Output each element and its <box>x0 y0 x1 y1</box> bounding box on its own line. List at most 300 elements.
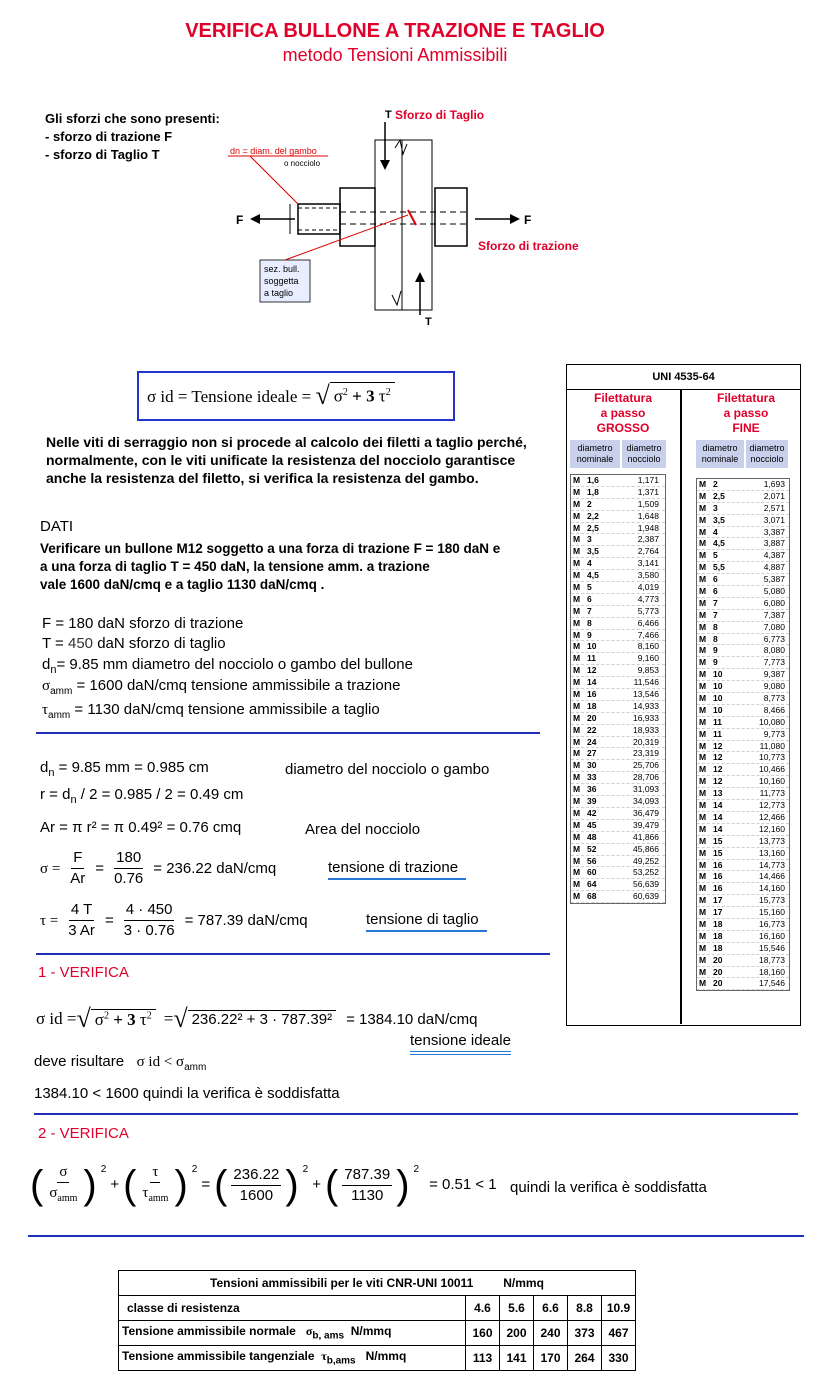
nominal-diameter: 7 <box>713 609 718 620</box>
table-row <box>571 534 665 546</box>
uni-table-title: UNI 4535-64 <box>567 365 800 390</box>
thread-prefix: M <box>699 693 707 704</box>
core-diameter: 16,933 <box>633 712 659 723</box>
column-fine <box>696 391 796 991</box>
nominal-diameter: 8 <box>713 621 718 632</box>
nominal-diameter: 9 <box>587 629 592 640</box>
verifica1-res-desc: tensione ideale <box>410 1031 511 1055</box>
core-diameter: 15,160 <box>759 907 785 918</box>
nominal-diameter: 15 <box>713 847 723 858</box>
thread-prefix: M <box>699 502 707 513</box>
thread-prefix: M <box>699 550 707 561</box>
thread-prefix: M <box>699 776 707 787</box>
data-dn: $d_n= 9.85$ mm diametro del nocciolo o gambo del bullone <box>42 656 413 676</box>
table-row <box>697 657 789 669</box>
core-diameter: 6,466 <box>637 617 659 628</box>
intro-item: - sforzo di Taglio T <box>45 147 160 162</box>
core-diameter: 53,252 <box>633 867 659 878</box>
thread-prefix: M <box>699 704 707 715</box>
table-row <box>697 705 789 717</box>
header-core: diametro nocciolo <box>622 440 666 468</box>
nominal-diameter: 12 <box>713 752 723 763</box>
table-row <box>697 622 789 634</box>
thread-prefix: M <box>699 907 707 918</box>
nominal-diameter: 5 <box>587 582 592 593</box>
core-diameter: 10,773 <box>759 752 785 763</box>
thread-prefix: M <box>573 510 581 521</box>
nominal-diameter: 5,5 <box>713 562 725 573</box>
thread-prefix: M <box>573 605 581 616</box>
dati-line: a una forza di taglio T = 450 daN, la tensione amm. a trazione <box>40 559 430 574</box>
label-t-bottom: T <box>425 316 432 328</box>
table-row <box>697 681 789 693</box>
row-label: classe di resistenza <box>119 1296 466 1321</box>
core-diameter: 25,706 <box>633 760 659 771</box>
thread-prefix: M <box>573 724 581 735</box>
label-f-left: F <box>236 213 244 227</box>
core-diameter: 12,773 <box>759 800 785 811</box>
table-row <box>571 689 665 701</box>
table-row <box>571 844 665 856</box>
dati-line: vale 1600 daN/cmq e a taglio 1130 daN/cmq . <box>40 577 325 592</box>
table-row <box>697 883 789 895</box>
header-core: diametro nocciolo <box>746 440 788 468</box>
nominal-diameter: 2 <box>713 479 718 489</box>
nominal-diameter: 9 <box>713 657 718 668</box>
table-row <box>571 808 665 820</box>
nominal-diameter: 10 <box>713 693 723 704</box>
core-diameter: 5,773 <box>637 605 659 616</box>
table-row <box>571 867 665 879</box>
thread-prefix: M <box>573 665 581 676</box>
table-row <box>571 713 665 725</box>
table-row: Tensione ammissibile normale $\sigma_{b, ams}$ N/mmq 160 200 240 373 467 <box>119 1321 636 1346</box>
thread-prefix: M <box>573 748 581 759</box>
table-row <box>697 907 789 919</box>
core-diameter: 4,387 <box>763 550 785 561</box>
core-diameter: 7,773 <box>763 657 785 668</box>
thread-prefix: M <box>699 966 707 977</box>
verifica1-condition: deve risultare σ id < $\sigma_{amm}$ <box>34 1053 207 1073</box>
intro-block <box>45 110 220 164</box>
calc-ar-desc: Area del nocciolo <box>305 821 421 838</box>
data-tau-amm: $\tau_{amm} = 1130$ daN/cmq tensione ammissibile a taglio <box>42 701 380 721</box>
data-f: F = 180 daN sforzo di trazione <box>42 615 244 632</box>
verifica1-heading: 1 - VERIFICA <box>38 964 129 981</box>
core-diameter: 10,160 <box>759 776 785 787</box>
verifica1-formula: σ id = √ $\sigma^2 + 3$ $\tau^2$ = √ 236.22² + 3 · 787.39² = 1384.10 daN/cmq <box>36 1004 478 1033</box>
column-grosso <box>570 391 676 904</box>
core-diameter: 18,160 <box>759 966 785 977</box>
thread-prefix: M <box>573 534 581 545</box>
nominal-diameter: 9 <box>713 645 718 656</box>
table-row <box>119 1271 636 1296</box>
note-paragraph: Nelle viti di serraggio non si procede al calcolo dei filetti a taglio perché, normalmente, con le viti unificate la resistenza del nocciolo garantisce anche la resistenza del filetto, si verifica la resistenza del gambo. <box>46 434 527 486</box>
core-diameter: 28,706 <box>633 772 659 783</box>
thread-prefix: M <box>573 700 581 711</box>
thread-prefix: M <box>699 835 707 846</box>
table-row <box>571 653 665 665</box>
core-diameter: 14,466 <box>759 871 785 882</box>
thread-prefix: M <box>573 629 581 640</box>
thread-prefix: M <box>573 891 581 902</box>
thread-prefix: M <box>699 728 707 739</box>
thread-prefix: M <box>699 645 707 656</box>
calc-r: $r = d_n / 2 = 0.985 / 2 = 0.49$ cm <box>40 786 244 806</box>
table-row <box>697 788 789 800</box>
core-diameter: 13,773 <box>759 835 785 846</box>
row-label: Tensione ammissibile tangenziale $\tau_{b,ams}$ N/mmq <box>119 1346 466 1371</box>
thread-prefix: M <box>699 633 707 644</box>
thread-prefix: M <box>699 597 707 608</box>
nominal-diameter: 48 <box>587 831 597 842</box>
grosso-rows <box>570 474 666 904</box>
table-row <box>571 796 665 808</box>
header-nominal: diametro nominale <box>570 440 620 468</box>
core-diameter: 1,693 <box>763 479 785 489</box>
thread-prefix: M <box>699 752 707 763</box>
thread-prefix: M <box>699 657 707 668</box>
nominal-diameter: 10 <box>587 641 597 652</box>
core-diameter: 9,160 <box>637 653 659 664</box>
nominal-diameter: 36 <box>587 784 597 795</box>
nominal-diameter: 6 <box>713 586 718 597</box>
core-diameter: 14,933 <box>633 700 659 711</box>
nominal-diameter: 4 <box>713 526 718 537</box>
table-row <box>571 772 665 784</box>
calc-dn-desc: diametro del nocciolo o gambo <box>285 761 490 778</box>
label-sforzo-taglio: Sforzo di Taglio <box>395 108 485 122</box>
nominal-diameter: 3 <box>713 502 718 513</box>
grosso-title: Filettatura a passo GROSSO <box>593 391 652 435</box>
label-t-top: T <box>385 109 392 121</box>
nominal-diameter: 18 <box>713 930 723 941</box>
calc-tau-desc: tensione di taglio <box>366 910 487 932</box>
nominal-diameter: 64 <box>587 879 597 890</box>
nominal-diameter: 20 <box>713 954 723 965</box>
exponent: 2 <box>385 387 391 399</box>
nominal-diameter: 17 <box>713 907 723 918</box>
thread-prefix: M <box>699 978 707 989</box>
core-diameter: 23,319 <box>633 748 659 759</box>
core-diameter: 16,773 <box>759 918 785 929</box>
thread-prefix: M <box>699 930 707 941</box>
divider <box>34 1113 798 1115</box>
table-row <box>571 725 665 737</box>
nominal-diameter: 5 <box>713 550 718 561</box>
nominal-diameter: 24 <box>587 736 597 747</box>
nominal-diameter: 14 <box>713 811 723 822</box>
thread-prefix: M <box>699 859 707 870</box>
table-row <box>571 737 665 749</box>
label-sforzo-trazione: Sforzo di trazione <box>478 239 579 253</box>
verifica1-conclusion: 1384.10 < 1600 quindi la verifica è soddisfatta <box>34 1085 340 1102</box>
nominal-diameter: 45 <box>587 819 597 830</box>
nominal-diameter: 68 <box>587 891 597 902</box>
fine-rows <box>696 478 790 991</box>
thread-prefix: M <box>573 760 581 771</box>
thread-prefix: M <box>573 855 581 866</box>
thread-prefix: M <box>573 831 581 842</box>
table-row <box>571 820 665 832</box>
label-f-right: F <box>524 213 532 227</box>
table-row <box>697 527 789 539</box>
table-row <box>571 582 665 594</box>
table-row <box>697 764 789 776</box>
table-row <box>571 665 665 677</box>
thread-prefix: M <box>573 546 581 557</box>
thread-prefix: M <box>699 562 707 573</box>
core-diameter: 1,371 <box>637 486 659 497</box>
table-row <box>697 550 789 562</box>
table-row <box>697 598 789 610</box>
thread-prefix: M <box>699 800 707 811</box>
verifica2-heading: 2 - VERIFICA <box>38 1125 129 1142</box>
thread-prefix: M <box>699 740 707 751</box>
core-diameter: 8,773 <box>763 693 785 704</box>
thread-prefix: M <box>573 807 581 818</box>
table-row <box>697 491 789 503</box>
nominal-diameter: 7 <box>587 605 592 616</box>
verifica2-conclusion: quindi la verifica è soddisfatta <box>510 1179 707 1196</box>
core-diameter: 5,387 <box>763 574 785 585</box>
thread-prefix: M <box>699 681 707 692</box>
nominal-diameter: 14 <box>587 677 597 688</box>
nominal-diameter: 12 <box>713 764 723 775</box>
core-diameter: 7,466 <box>637 629 659 640</box>
table-row <box>571 523 665 535</box>
data-t: T = 450 daN sforzo di taglio <box>42 635 226 652</box>
nominal-diameter: 14 <box>713 823 723 834</box>
thread-prefix: M <box>699 621 707 632</box>
nominal-diameter: 20 <box>713 978 723 989</box>
table-row <box>697 669 789 681</box>
thread-prefix: M <box>573 582 581 593</box>
thread-prefix: M <box>699 847 707 858</box>
nominal-diameter: 16 <box>713 871 723 882</box>
table-row <box>571 618 665 630</box>
core-diameter: 1,948 <box>637 522 659 533</box>
thread-prefix: M <box>699 514 707 525</box>
core-diameter: 15,546 <box>759 942 785 953</box>
nominal-diameter: 4,5 <box>713 538 725 549</box>
nominal-diameter: 15 <box>713 835 723 846</box>
thread-prefix: M <box>699 811 707 822</box>
table-row <box>697 800 789 812</box>
thread-prefix: M <box>573 522 581 533</box>
thread-prefix: M <box>699 895 707 906</box>
thread-prefix: M <box>573 570 581 581</box>
nominal-diameter: 12 <box>713 740 723 751</box>
plus-three: + 3 <box>347 387 379 406</box>
thread-prefix: M <box>699 609 707 620</box>
core-diameter: 20,319 <box>633 736 659 747</box>
table-row <box>697 479 789 491</box>
core-diameter: 6,773 <box>763 633 785 644</box>
formula-radicand <box>330 382 395 407</box>
table-row <box>571 832 665 844</box>
core-diameter: 8,466 <box>763 704 785 715</box>
header-nominal: diametro nominale <box>696 440 744 468</box>
core-diameter: 4,773 <box>637 593 659 604</box>
table-row <box>571 641 665 653</box>
thread-prefix: M <box>699 586 707 597</box>
thread-prefix: M <box>573 677 581 688</box>
dati-heading: DATI <box>40 518 74 535</box>
core-diameter: 17,546 <box>759 978 785 989</box>
nominal-diameter: 33 <box>587 772 597 783</box>
table-row <box>571 748 665 760</box>
table-row <box>697 967 789 979</box>
nominal-diameter: 60 <box>587 867 597 878</box>
nominal-diameter: 6 <box>713 574 718 585</box>
table-row <box>697 871 789 883</box>
core-diameter: 7,387 <box>763 609 785 620</box>
table-row <box>697 776 789 788</box>
calc-sigma: σ = $\frac{F}{Ar}$ = $\frac{180}{0.76}$ = 236.22 daN/cmq <box>40 849 277 887</box>
table-row <box>571 475 665 487</box>
table-row <box>697 503 789 515</box>
thread-prefix: M <box>573 736 581 747</box>
table-row <box>697 919 789 931</box>
table-row <box>697 895 789 907</box>
nominal-diameter: 1,6 <box>587 475 599 485</box>
nominal-diameter: 2 <box>587 498 592 509</box>
intro-heading: Gli sforzi che sono presenti: <box>45 111 220 126</box>
intro-item: - sforzo di trazione F <box>45 129 173 144</box>
table-row <box>571 606 665 618</box>
table-row <box>571 856 665 868</box>
table-row <box>697 693 789 705</box>
thread-prefix: M <box>699 918 707 929</box>
nominal-diameter: 27 <box>587 748 597 759</box>
page-subtitle: metodo Tensioni Ammissibili <box>282 45 508 65</box>
table-row <box>697 729 789 741</box>
thread-prefix: M <box>699 954 707 965</box>
sqrt-symbol: √ <box>315 381 330 410</box>
nominal-diameter: 16 <box>713 883 723 894</box>
thread-prefix: M <box>699 788 707 799</box>
thread-prefix: M <box>573 498 581 509</box>
nominal-diameter: 18 <box>713 942 723 953</box>
table-row <box>571 570 665 582</box>
thread-prefix: M <box>573 558 581 569</box>
core-diameter: 39,479 <box>633 819 659 830</box>
table-row <box>697 848 789 860</box>
table-row <box>697 943 789 955</box>
core-diameter: 1,509 <box>637 498 659 509</box>
core-diameter: 18,933 <box>633 724 659 735</box>
thread-prefix: M <box>573 641 581 652</box>
nominal-diameter: 3,5 <box>713 514 725 525</box>
core-diameter: 49,252 <box>633 855 659 866</box>
table-row <box>697 586 789 598</box>
core-diameter: 9,853 <box>637 665 659 676</box>
thread-prefix: M <box>573 475 581 485</box>
thread-prefix: M <box>699 942 707 953</box>
core-diameter: 4,887 <box>763 562 785 573</box>
nominal-diameter: 2,2 <box>587 510 599 521</box>
core-diameter: 13,546 <box>633 689 659 700</box>
nominal-diameter: 12 <box>713 776 723 787</box>
core-diameter: 14,773 <box>759 859 785 870</box>
core-diameter: 36,479 <box>633 807 659 818</box>
thread-prefix: M <box>573 772 581 783</box>
core-diameter: 12,160 <box>759 823 785 834</box>
table-row <box>571 784 665 796</box>
thread-prefix: M <box>573 796 581 807</box>
table-row <box>697 645 789 657</box>
calc-tau: τ = $\frac{4 T}{3 Ar}$ = $\frac{4 \cdot 450}{3 \cdot 0.76}$ = 787.39 daN/cmq <box>40 901 308 939</box>
core-diameter: 11,773 <box>759 788 785 799</box>
divider <box>36 953 550 955</box>
nominal-diameter: 11 <box>713 716 722 727</box>
thread-prefix: M <box>573 843 581 854</box>
thread-prefix: M <box>573 867 581 878</box>
nominal-diameter: 10 <box>713 704 723 715</box>
core-diameter: 2,387 <box>637 534 659 545</box>
label-section: a taglio <box>264 288 294 298</box>
core-diameter: 2,071 <box>763 490 785 501</box>
core-diameter: 41,866 <box>633 831 659 842</box>
core-diameter: 2,764 <box>637 546 659 557</box>
core-diameter: 2,571 <box>763 502 785 513</box>
table-row <box>697 752 789 764</box>
page-title: VERIFICA BULLONE A TRAZIONE E TAGLIO <box>185 20 605 42</box>
core-diameter: 9,387 <box>763 669 785 680</box>
label-dn: dn = diam. del gambo <box>230 146 317 156</box>
core-diameter: 8,080 <box>763 645 785 656</box>
table-row: Tensione ammissibile tangenziale $\tau_{b,ams}$ N/mmq 113 141 170 264 330 <box>119 1346 636 1371</box>
tau-symbol: τ <box>378 387 386 406</box>
thread-prefix: M <box>573 819 581 830</box>
core-diameter: 34,093 <box>633 796 659 807</box>
table-row <box>697 978 789 990</box>
core-diameter: 3,141 <box>637 558 659 569</box>
allowable-stress-table <box>118 1270 636 1371</box>
table-row <box>697 860 789 872</box>
nominal-diameter: 16 <box>587 689 597 700</box>
table-row <box>571 760 665 772</box>
table-row <box>697 538 789 550</box>
core-diameter: 3,071 <box>763 514 785 525</box>
nominal-diameter: 2,5 <box>587 522 599 533</box>
core-diameter: 10,466 <box>759 764 785 775</box>
core-diameter: 3,580 <box>637 570 659 581</box>
thread-prefix: M <box>699 479 707 489</box>
table-row <box>697 610 789 622</box>
thread-prefix: M <box>699 716 707 727</box>
nominal-diameter: 18 <box>713 918 723 929</box>
data-sigma-amm: $\sigma_{amm} = 1600$ daN/cmq tensione ammissibile a trazione <box>42 677 401 697</box>
nominal-diameter: 6 <box>587 593 592 604</box>
table-row <box>697 955 789 967</box>
thread-prefix: M <box>573 784 581 795</box>
nominal-diameter: 8 <box>713 633 718 644</box>
thread-prefix: M <box>573 712 581 723</box>
nominal-diameter: 7 <box>713 597 718 608</box>
bolt-diagram <box>220 100 590 340</box>
core-diameter: 9,080 <box>763 681 785 692</box>
divider <box>36 732 540 734</box>
nominal-diameter: 16 <box>713 859 723 870</box>
table-row <box>571 879 665 891</box>
dati-text <box>40 540 500 594</box>
nominal-diameter: 42 <box>587 807 597 818</box>
table-row <box>571 701 665 713</box>
core-diameter: 5,080 <box>763 586 785 597</box>
ideal-stress-formula <box>137 371 455 421</box>
